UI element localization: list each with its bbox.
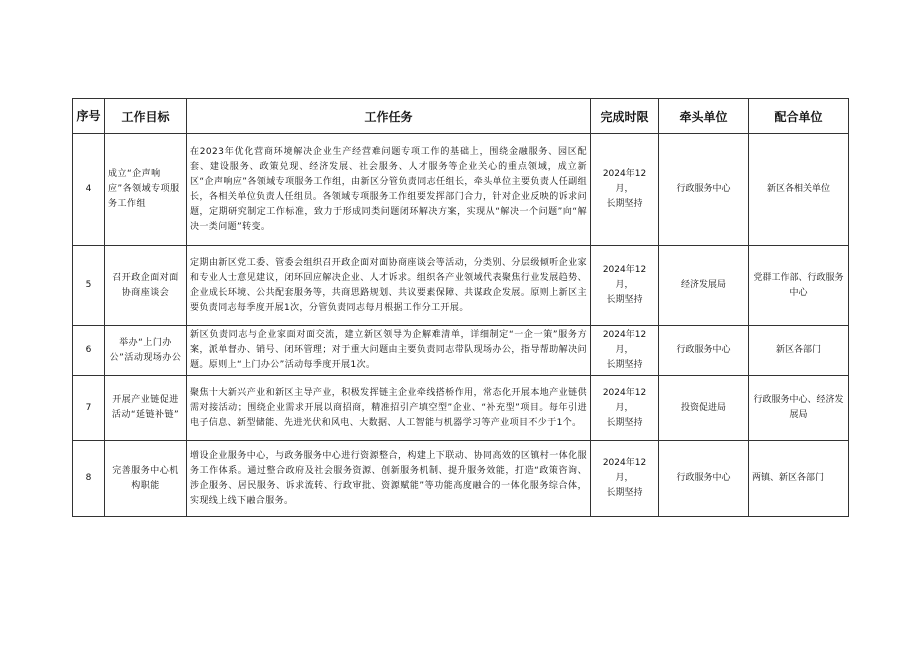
deadline-date: 2024年12月， xyxy=(602,169,647,194)
row-task: 增设企业服务中心，与政务服务中心进行资源整合，构建上下联动、协同高效的区镇村一体化服务工作体系。通过整合政府及社会服务资源、创新服务机制、提升服务效能，打造“政策咨询、涉企服务、居民服务、诉求流转、行政审批、资源赋能”等功能高度融合的一体化服务综合体，实现线上线下融合服务。 xyxy=(187,441,591,517)
header-task: 工作任务 xyxy=(187,99,591,134)
row-seq: 7 xyxy=(73,376,105,441)
header-deadline: 完成时限 xyxy=(591,99,659,134)
row-lead-unit: 经济发展局 xyxy=(659,246,749,326)
deadline-date: 2024年12月， xyxy=(602,265,647,290)
row-seq: 8 xyxy=(73,441,105,517)
deadline-date: 2024年12月， xyxy=(602,458,647,483)
row-task: 聚焦十大新兴产业和新区主导产业，积极发挥链主企业牵线搭桥作用，常态化开展本地产业链供需对接活动；围绕企业需求开展以商招商，精准招引产填空型”企业、“补充型”项目。每年引进电子信息、新型储能、先进光伏和风电、大数据、人工智能与机器学习等产业项目不少于1个。 xyxy=(187,376,591,441)
row-cooperate-unit: 新区各部门 xyxy=(749,326,849,376)
table-row xyxy=(73,326,849,376)
row-seq: 6 xyxy=(73,326,105,376)
row-goal: 完善服务中心机构职能 xyxy=(105,441,187,517)
header-cooperate: 配合单位 xyxy=(749,99,849,134)
row-goal: 成立“企声响应”各领域专项服务工作组 xyxy=(105,134,187,246)
row-goal: 举办“上门办公”活动现场办公 xyxy=(105,326,187,376)
deadline-date: 2024年12月， xyxy=(602,330,647,355)
row-deadline xyxy=(591,441,659,517)
row-task: 在2023年优化营商环境解决企业生产经营难问题专项工作的基础上，围绕金融服务、园区配套、建设服务、政策兑现、经济发展、社会服务、人才服务等企业关心的重点领域，成立新区“企声响应”各领域专项服务工作组，由新区分管负责同志任组长，牵头单位主要负责人任副组长，各相关单位负责人任组员。各领域专项服务工作组要发挥部门合力，针对企业反映的诉求问题，定期研究制定工作标准，致力于形成同类问题闭环解决方案，实现从“解决一个问题”向“解决一类问题”转变。 xyxy=(187,134,591,246)
row-seq: 5 xyxy=(73,246,105,326)
row-lead-unit: 行政服务中心 xyxy=(659,134,749,246)
deadline-note: 长期坚持 xyxy=(606,488,643,498)
deadline-note: 长期坚持 xyxy=(606,295,643,305)
deadline-date: 2024年12月， xyxy=(602,387,647,413)
row-deadline xyxy=(591,246,659,326)
row-task: 新区负责同志与企业家面对面交流，建立新区领导为企解难清单，详细制定“一企一策”服务方案，派单督办、销号、闭环管理；对于重大问题由主要负责同志带队现场办公，指导帮助解决问题。原则上“上门办公”活动每季度开展1次。 xyxy=(187,326,591,376)
row-deadline xyxy=(591,134,659,246)
table-row xyxy=(73,246,849,326)
row-task: 定期由新区党工委、管委会组织召开政企面对面协商座谈会等活动，分类别、分层级倾听企业家和专业人士意见建议，闭环回应解决企业、人才诉求。组织各产业领域代表聚焦行业发展趋势、企业成长环境、公共配套服务等，共商思路规划、共议要素保障、共谋政企发展。原则上新区主要负责同志每季度开展1次，分管负责同志每月根据工作分工开展。 xyxy=(187,246,591,326)
header-lead: 牵头单位 xyxy=(659,99,749,134)
deadline-note: 长期坚持 xyxy=(606,199,643,209)
header-seq: 序号 xyxy=(73,99,105,134)
work-task-table xyxy=(72,98,849,517)
row-cooperate-unit: 行政服务中心、经济发展局 xyxy=(749,376,849,441)
table-row xyxy=(73,441,849,517)
header-goal: 工作目标 xyxy=(105,99,187,134)
deadline-note: 长期坚持 xyxy=(606,417,643,428)
row-lead-unit: 投资促进局 xyxy=(659,376,749,441)
row-goal: 召开政企面对面协商座谈会 xyxy=(105,246,187,326)
row-seq: 4 xyxy=(73,134,105,246)
table-row xyxy=(73,376,849,441)
row-cooperate-unit: 党群工作部、行政服务中心 xyxy=(749,246,849,326)
deadline-note: 长期坚持 xyxy=(606,360,643,370)
row-lead-unit: 行政服务中心 xyxy=(659,326,749,376)
row-cooperate-unit: 两镇、新区各部门 xyxy=(749,441,849,517)
table-row xyxy=(73,134,849,246)
row-deadline xyxy=(591,376,659,441)
row-goal: 开展产业链促进活动“延链补链” xyxy=(105,376,187,441)
row-lead-unit: 行政服务中心 xyxy=(659,441,749,517)
table-header-row xyxy=(73,99,849,134)
row-deadline xyxy=(591,326,659,376)
row-cooperate-unit: 新区各相关单位 xyxy=(749,134,849,246)
